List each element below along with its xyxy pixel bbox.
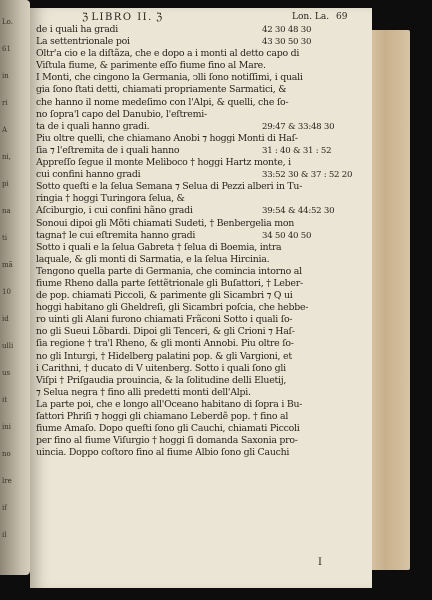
text-line [36, 387, 364, 399]
facing-page-fragment: ulli [2, 342, 14, 350]
text-line [36, 181, 364, 193]
coordinate-values: 29:47 & 33:48 30 [262, 121, 335, 132]
column-headings: Lon. La. [292, 12, 330, 22]
text-line [36, 399, 364, 411]
line-text: ro uinti gli Alani furono chiamati Frãconi Sotto i quali ſo- [36, 314, 293, 326]
line-text: fiume Rheno dalla parte ſettẽtrionale gli Buſattori, † Leber- [36, 277, 303, 289]
line-text: no ſopra'l capo del Danubio, l'eſtremi- [36, 108, 207, 120]
page-number: 69 [336, 12, 348, 22]
text-line [36, 351, 364, 363]
line-text: uincia. Doppo coſtoro fino al fiume Albio ſono gli Cauchi [36, 447, 290, 459]
line-text: laquale, & gli monti di Sarmatia, e la ſelua Hircinia. [36, 253, 270, 265]
line-text: che hanno il nome medeſimo con l'Alpi, & quelli, che ſo- [36, 96, 289, 108]
line-text: Aſciburgio, i cui confini hãno gradi [36, 205, 193, 217]
facing-page-fragment: 10 [2, 288, 11, 296]
line-text: de pop. chiamati Piccoli, & parimente gli Sicambri ⁊ Q ui [36, 290, 293, 302]
facing-page-fragment: A [2, 126, 8, 134]
text-line [36, 157, 364, 169]
facing-page-fragment: ni, [2, 153, 11, 161]
coordinate-values: 42 30 48 30 [262, 25, 312, 35]
page-block-edge [368, 30, 410, 570]
facing-page-fragment: na [2, 207, 11, 215]
facing-page-fragment: il [2, 531, 7, 539]
text-line [36, 435, 364, 447]
text-line [36, 218, 364, 230]
text-line [36, 133, 364, 145]
text-line [36, 363, 364, 375]
text-line [36, 266, 364, 278]
line-text: fiume Amaſo. Dopo queſti ſono gli Cauchi, chiamati Piccoli [36, 423, 300, 435]
running-header [82, 12, 372, 23]
body-text [36, 24, 364, 459]
line-text: Sotto queſti e la ſelua Semana ⁊ Selua di Pezzi alberi in Tu- [36, 181, 303, 193]
text-line [36, 109, 364, 121]
text-line [36, 375, 364, 387]
text-line [36, 60, 364, 72]
text-line [36, 72, 364, 84]
facing-page-fragment: id [2, 315, 9, 323]
line-text: ⁊ Selua negra † fino alli predetti monti dell'Alpi. [36, 386, 251, 398]
text-line [36, 169, 364, 181]
line-text: Sonoui dipoi gli Mõti chiamati Sudeti, † Benbergelia mon [36, 217, 295, 229]
coordinate-values: 43 30 50 30 [262, 37, 312, 48]
line-text: de i quali ha gradi [36, 24, 119, 35]
facing-page-edge [0, 0, 30, 575]
text-line [36, 205, 364, 217]
text-line [36, 84, 364, 96]
line-text: per fino al fiume Viſurgio † hoggi ſi domanda Saxonia pro- [36, 435, 298, 447]
line-text: cui confini hanno gradi [36, 169, 141, 181]
text-line [36, 254, 364, 266]
text-line [36, 230, 364, 242]
coordinate-values: 34 50 40 50 [262, 230, 312, 241]
text-line [36, 278, 364, 290]
text-line [36, 338, 364, 350]
text-line [36, 290, 364, 302]
facing-page-fragment: if [2, 504, 7, 512]
line-text: Piu oltre quelli, che chiamano Anobi ⁊ hoggi Monti di Haſ- [36, 132, 298, 144]
line-text: Oltr'a cio e la diſtãza, che e dopo a i monti al detto capo di [36, 48, 300, 60]
line-text: Sotto i quali e la ſelua Gabreta † ſelua di Boemia, intra [36, 241, 282, 253]
facing-page-fragment: it [2, 396, 8, 404]
line-text: ſia regione † tra'l Rheno, & gli monti Annobi. Piu oltre ſo- [36, 338, 294, 350]
line-text: no gli Sueui Lõbardi. Dipoi gli Tenceri, & gli Crioni ⁊ Haſ- [36, 326, 295, 338]
facing-page-fragment: pi [2, 180, 9, 188]
line-text: Appreſſo ſegue il monte Meliboco † hoggi Hartz monte, i [36, 157, 291, 169]
header-ornament-right: ℨ [155, 12, 163, 23]
coordinate-values: 39:54 & 44:52 30 [262, 206, 335, 217]
line-text: ringia † hoggi Turingora ſelua, & [36, 193, 185, 205]
line-text: Viſtula fiume, & parimente eſſo fiume fino al Mare. [36, 60, 266, 72]
text-line [36, 97, 364, 109]
line-text: La settentrionale poi [36, 36, 130, 48]
header-ornament-left: ℨ [82, 12, 89, 23]
text-line [36, 411, 364, 423]
line-text: La parte poi, che e longo all'Oceano habitano di ſopra i Bu- [36, 398, 303, 410]
line-text: tagna† le cui eſtremita hanno gradi [36, 229, 196, 241]
text-line [36, 121, 364, 133]
page-title: LIBRO II. [91, 12, 153, 23]
text-line [36, 447, 364, 459]
facing-page-fragment: 61 [2, 45, 11, 53]
line-text: ſia ⁊ l'eſtremita de i quali hanno [36, 144, 180, 156]
coordinate-values: 33:52 30 & 37 : 52 20 [262, 170, 353, 181]
line-text: Viſpi † Priſgaudia prouincia, & la ſolitudine delli Eluetij, [36, 374, 287, 386]
facing-page-fragment: us [2, 369, 11, 377]
text-line [36, 302, 364, 314]
facing-page-fragment: ti [2, 234, 8, 242]
text-line [36, 423, 364, 435]
line-text: ſattori Phriſi ⁊ hoggi gli chiamano Leberdẽ pop. † fino al [36, 411, 289, 422]
facing-page-fragment: Lo. [2, 18, 13, 26]
text-line [36, 145, 364, 157]
facing-page-fragment: ri [2, 99, 8, 107]
text-line [36, 24, 364, 36]
line-text: ta de i quali hanno gradi. [36, 120, 150, 132]
facing-page-fragment: ini [2, 423, 11, 431]
line-text: hoggi habitano gli Gheldreſi, gli Sicambri poſcia, che hebbe- [36, 302, 309, 314]
text-line [36, 314, 364, 326]
facing-page-fragment: no [2, 450, 11, 458]
text-line [36, 36, 364, 48]
facing-page-fragment: lre [2, 477, 12, 485]
text-line [36, 48, 364, 60]
text-line [36, 326, 364, 338]
catchword: I [318, 557, 322, 568]
text-line [36, 193, 364, 205]
line-text: i Carithni, † ducato di V uitenberg. Sotto i quali ſono gli [36, 362, 286, 374]
facing-page-fragment: in [2, 72, 9, 80]
line-text: I Monti, che cingono la Germania, ↄlli ſono notiſſimi, i quali [36, 72, 303, 84]
facing-page-fragment: mã [2, 261, 13, 269]
line-text: Tengono quella parte di Germania, che comincia intorno al [36, 265, 302, 277]
line-text: gia ſono ſtati detti, chiamati propriamente Sarmatici, & [36, 84, 287, 96]
line-text: no gli Inturgi, † Hidelberg palatini pop. & gli Vargioni, et [36, 350, 292, 362]
coordinate-values: 31 : 40 & 31 : 52 [262, 145, 332, 156]
text-line [36, 242, 364, 254]
